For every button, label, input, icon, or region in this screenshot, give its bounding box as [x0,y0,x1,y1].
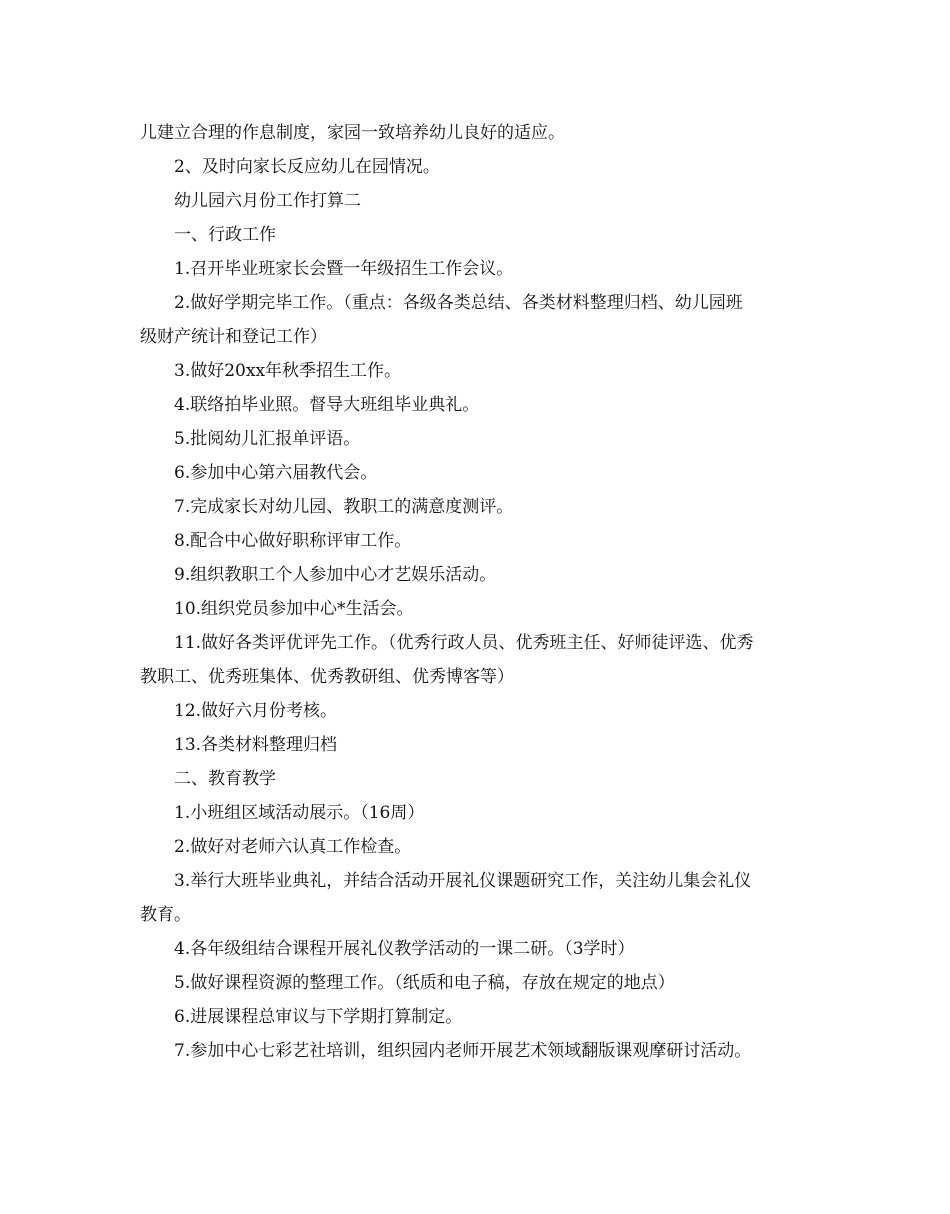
text-line: 12.做好六月份考核。 [174,701,338,721]
text-line: 1.小班组区域活动展示。（16周） [174,803,425,823]
text-line: 4.各年级组结合课程开展礼仪教学活动的一课二研。（3学时） [174,939,635,959]
text-line: 7.参加中心七彩艺社培训，组织园内老师开展艺术领域翻版课观摩研讨活动。 [174,1041,752,1061]
text-line: 13.各类材料整理归档 [174,735,338,755]
text-line: 6.进展课程总审议与下学期打算制定。 [174,1007,463,1027]
text-line: 8.配合中心做好职称评审工作。 [174,531,412,551]
text-line: 教职工、优秀班集体、优秀教研组、优秀博客等） [140,667,514,687]
text-line: 级财产统计和登记工作） [140,327,327,347]
text-line: 教育。 [140,905,191,925]
text-line: 1.召开毕业班家长会暨一年级招生工作会议。 [174,259,514,279]
text-line: 4.联络拍毕业照。督导大班组毕业典礼。 [174,395,480,415]
text-line: 5.做好课程资源的整理工作。（纸质和电子稿，存放在规定的地点） [174,973,675,993]
text-line: 2.做好学期完毕工作。（重点：各级各类总结、各类材料整理归档、幼儿园班 [174,293,743,313]
document-body [140,116,820,1068]
text-line: 10.组织党员参加中心*生活会。 [174,599,414,619]
text-line: 2、及时向家长反应幼儿在园情况。 [174,157,440,177]
text-line: 11.做好各类评优评先工作。（优秀行政人员、优秀班主任、好师徒评选、优秀 [174,633,754,653]
text-line: 儿建立合理的作息制度，家园一致培养幼儿良好的适应。 [140,123,565,143]
text-line: 一、行政工作 [174,225,276,245]
text-line: 6.参加中心第六届教代会。 [174,463,378,483]
text-line: 二、教育教学 [174,769,276,789]
text-line: 7.完成家长对幼儿园、教职工的满意度测评。 [174,497,514,517]
text-line: 9.组织教职工个人参加中心才艺娱乐活动。 [174,565,497,585]
text-line: 5.批阅幼儿汇报单评语。 [174,429,361,449]
text-line: 3.举行大班毕业典礼，并结合活动开展礼仪课题研究工作，关注幼儿集会礼仪 [174,871,752,891]
text-line: 2.做好对老师六认真工作检查。 [174,837,412,857]
text-line: 幼儿园六月份工作打算二 [174,191,361,211]
text-line: 3.做好20xx年秋季招生工作。 [174,361,402,381]
